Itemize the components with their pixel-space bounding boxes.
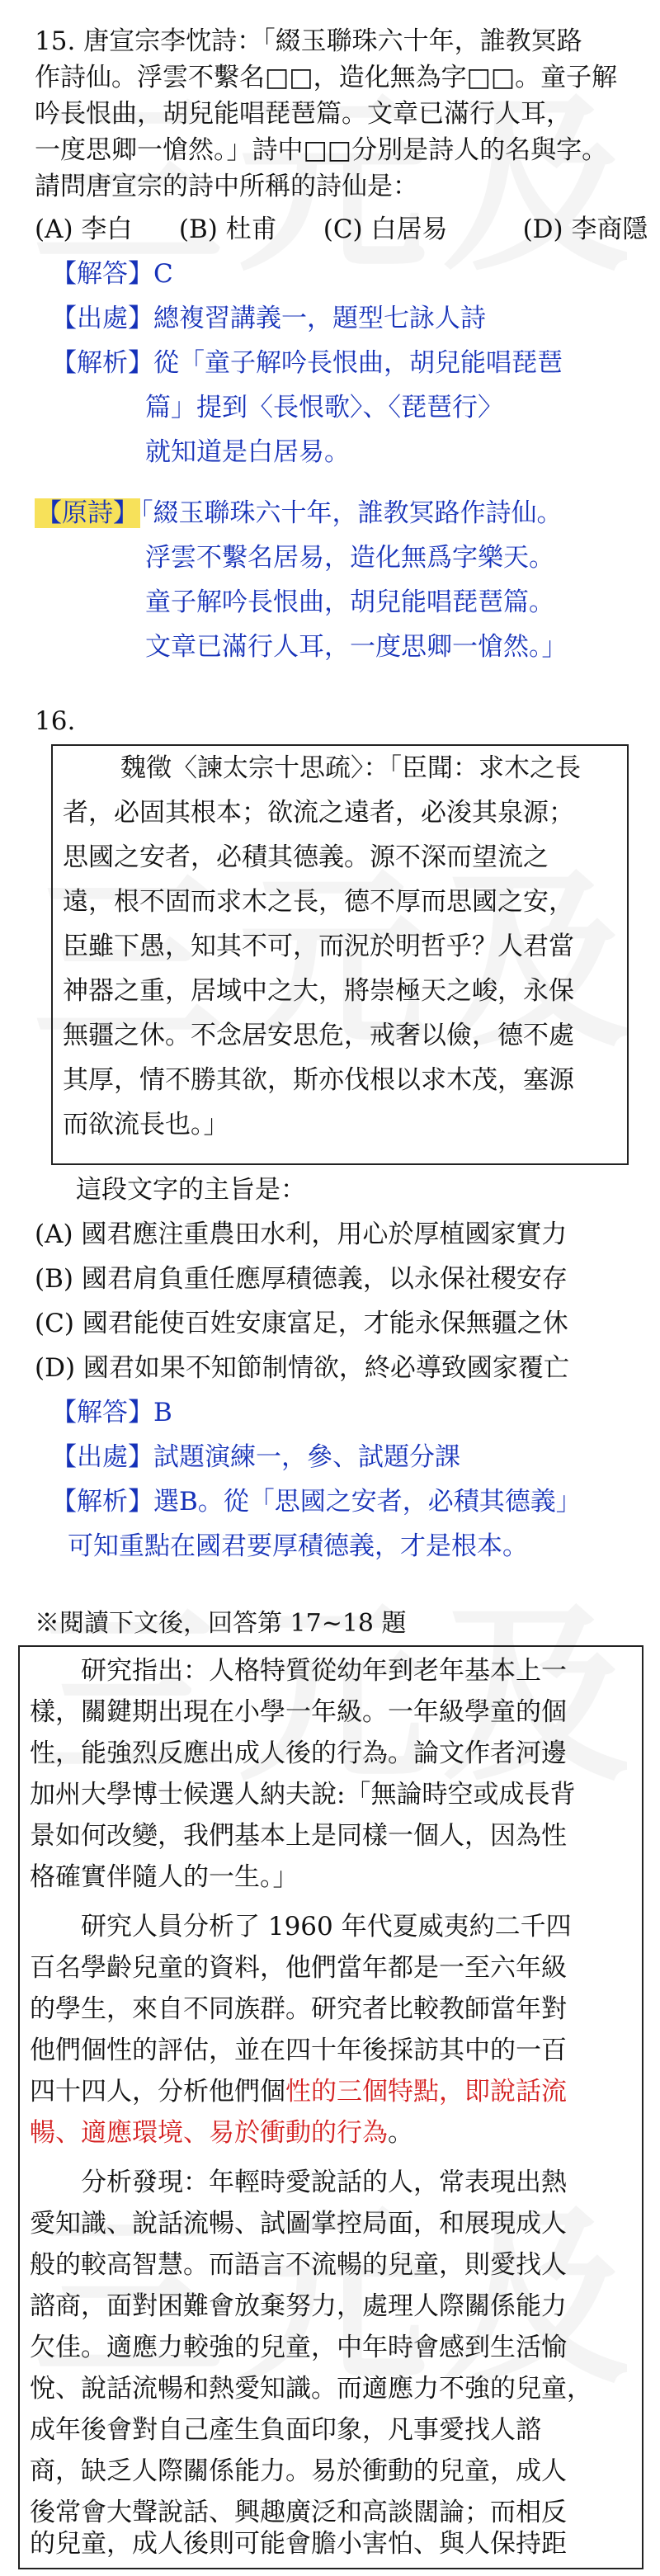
reading-line: 加州大學博士候選人納夫說:「無論時空或成長背 <box>30 1780 576 1809</box>
explain-line: 從「童子解吟長恨曲，胡兒能唱琵琶 <box>153 348 563 378</box>
reading-line-with-highlight <box>30 2111 413 2155</box>
passage-line: 無疆之休。不念居安思危，戒奢以儉，德不處 <box>63 1021 574 1050</box>
reading-text: 四十四人，分析他們個 <box>30 2077 285 2107</box>
reading-line: 格確實伴隨人的一生。」 <box>30 1862 299 1892</box>
passage-line: 而欲流長也。」 <box>63 1110 229 1139</box>
reading-line: 般的較高智慧。而語言不流暢的兒童，則愛找人 <box>30 2250 567 2280</box>
poem-line: 文章已滿行人耳，一度思卿一愴然。」 <box>145 632 568 662</box>
explain-line: 選B。從「思國之安者，必積其德義」 <box>153 1487 582 1517</box>
reading-line: 研究人員分析了 1960 年代夏威夷約二千四 <box>30 1912 572 1941</box>
q15-line: 15. 唐宣宗李忱詩：「綴玉聯珠六十年，誰教冥路 <box>35 26 582 56</box>
reading-text: 。 <box>388 2118 413 2148</box>
option-b: (B) 國君肩負重任應厚積德義，以永保社稷安存 <box>35 1264 568 1294</box>
q16-answer <box>51 1394 172 1431</box>
poem-line: 浮雲不繫名居易，造化無爲字樂天。 <box>145 543 554 573</box>
reading-line: 研究指出：人格特質從幼年到老年基本上一 <box>30 1656 567 1686</box>
passage-line: 臣雖下愚，知其不可，而況於明哲乎？人君當 <box>63 932 574 961</box>
answer-tag: 【解答】 <box>51 259 153 289</box>
q16-explain <box>51 1484 582 1520</box>
q15-line: 一度思卿一愴然。」詩中□□分別是詩人的名與字。 <box>35 135 608 165</box>
q15-options <box>35 211 648 248</box>
reading-line: 的兒童，成人後則可能會膽小害怕、與人保持距 <box>30 2529 567 2559</box>
source-text: 試題演練一，參、試題分課 <box>153 1442 460 1472</box>
option-c: (C) 白居易 <box>323 215 448 244</box>
reading-line: 商，缺乏人際關係能力。易於衝動的兒童，成人 <box>30 2456 567 2486</box>
poem-tag: 【原詩】 <box>36 498 139 528</box>
passage-line: 思國之安者，必積其德義。源不深而望流之 <box>63 842 549 872</box>
reading-line: 樣，關鍵期出現在小學一年級。一年級學童的個 <box>30 1697 567 1727</box>
option-a: (A) 李白 <box>35 215 133 244</box>
reading-line-with-highlight <box>30 2069 567 2114</box>
source-text: 總複習講義一，題型七詠人詩 <box>153 304 486 333</box>
passage-line: 者，必固其根本；欲流之遠者，必浚其泉源； <box>63 798 574 828</box>
red-highlight: 性的三個特點，即說話流 <box>285 2077 567 2107</box>
poem-line: 童子解吟長恨曲，胡兒能唱琵琶篇。 <box>145 587 554 617</box>
reading-line: 的學生，來自不同族群。研究者比較教師當年對 <box>30 1994 567 2024</box>
option-c: (C) 國君能使百姓安康富足，才能永保無疆之休 <box>35 1309 568 1338</box>
reading-header: ※閱讀下文後，回答第 17~18 題 <box>35 1609 407 1638</box>
explain-line: 就知道是白居易。 <box>145 437 350 467</box>
reading-line: 分析發現：年輕時愛說話的人，常表現出熱 <box>30 2168 567 2197</box>
reading-line: 景如何改變，我們基本上是同樣一個人，因為性 <box>30 1821 567 1851</box>
q15-explain <box>51 345 563 381</box>
explain-tag: 【解析】 <box>51 348 153 378</box>
source-tag: 【出處】 <box>51 1442 153 1472</box>
passage-line: 遠，根不固而求木之長，德不厚而思國之安， <box>63 887 574 917</box>
reading-line: 悅、說話流暢和熱愛知識。而適應力不強的兒童， <box>30 2374 592 2404</box>
passage-line: 其厚，情不勝其欲，斯亦伐根以求木茂，塞源 <box>63 1065 574 1095</box>
q16-source <box>51 1439 460 1475</box>
passage-line: 魏徵〈諫太宗十思疏〉：「臣聞：求木之長 <box>120 753 581 783</box>
option-d: (D) 李商隱 <box>522 215 648 244</box>
option-b: (B) 杜甫 <box>178 215 277 244</box>
reading-line: 愛知識、說話流暢、試圖掌控局面，和展現成人 <box>30 2209 567 2239</box>
q16-number: 16. <box>35 706 76 736</box>
reading-line: 成年後會對自己產生負面印象，凡事愛找人諮 <box>30 2415 541 2445</box>
source-tag: 【出處】 <box>51 304 153 333</box>
reading-line: 諮商，面對困難會放棄努力，處理人際關係能力 <box>30 2291 567 2321</box>
reading-line: 他們個性的評估，並在四十年後採訪其中的一百 <box>30 2036 567 2065</box>
q15-answer <box>51 256 173 292</box>
q15-line: 作詩仙。浮雲不繫名□□，造化無為字□□。童子解 <box>35 63 618 92</box>
q15-line: 吟長恨曲，胡兒能唱琵琶篇。文章已滿行人耳， <box>35 99 572 129</box>
reading-line: 後常會大聲說話、興趣廣泛和高談闊論；而相反 <box>30 2498 567 2527</box>
q15-poem <box>35 495 563 531</box>
q15-line: 請問唐宣宗的詩中所稱的詩仙是： <box>35 172 418 201</box>
explain-tag: 【解析】 <box>51 1487 153 1517</box>
reading-line: 性，能強烈反應出成人後的行為。論文作者河邊 <box>30 1739 567 1768</box>
answer-value: B <box>153 1398 172 1427</box>
q15-source <box>51 300 486 337</box>
q16-question: 這段文字的主旨是： <box>76 1175 306 1205</box>
answer-value: C <box>153 259 173 289</box>
reading-line: 百名學齡兒童的資料，他們當年都是一至六年級 <box>30 1953 567 1983</box>
reading-line: 欠佳。適應力較強的兒童，中年時會感到生活愉 <box>30 2333 567 2362</box>
red-highlight: 暢、適應環境、易於衝動的行為 <box>30 2118 388 2148</box>
option-d: (D) 國君如果不知節制情欲，終必導致國家覆亡 <box>35 1353 569 1383</box>
poem-line: 「綴玉聯珠六十年，誰教冥路作詩仙。 <box>140 498 563 528</box>
passage-line: 神器之重，居域中之大，將崇極天之峻，永保 <box>63 976 574 1006</box>
explain-line: 篇」提到〈長恨歌〉、〈琵琶行〉 <box>145 393 503 422</box>
explain-line: 可知重點在國君要厚積德義，才是根本。 <box>68 1531 528 1561</box>
option-a: (A) 國君應注重農田水利，用心於厚植國家實力 <box>35 1220 568 1249</box>
answer-tag: 【解答】 <box>51 1398 153 1427</box>
